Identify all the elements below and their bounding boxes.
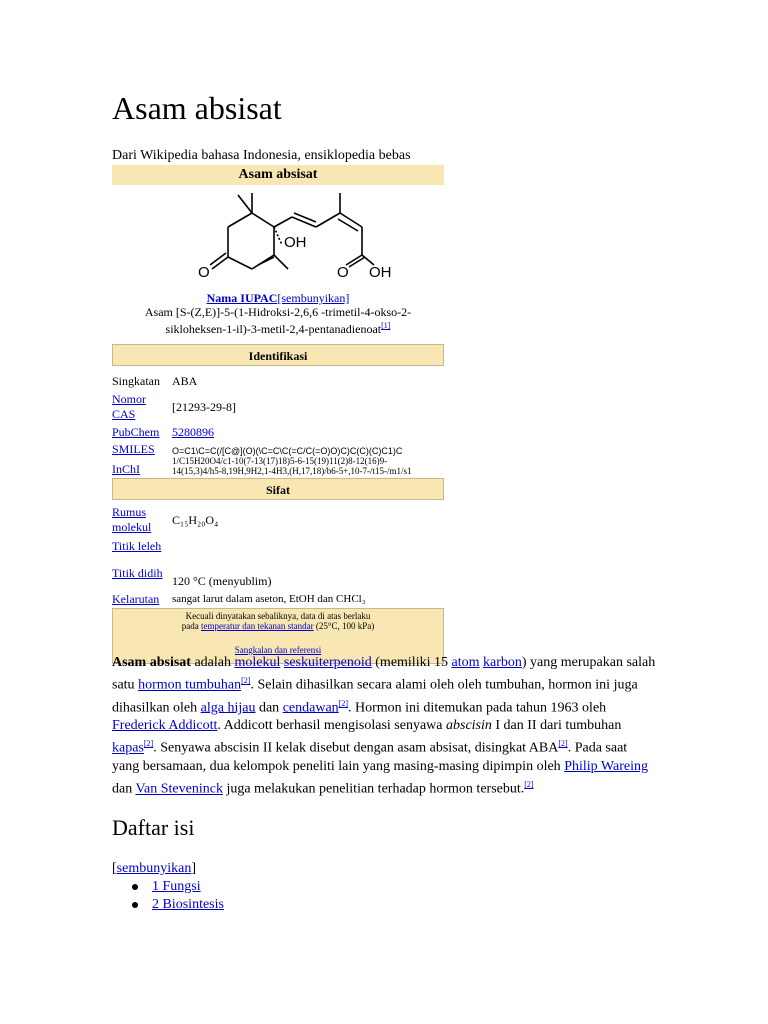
- iupac-label-link[interactable]: Nama IUPAC: [206, 291, 278, 305]
- cas-label-link[interactable]: CAS: [112, 407, 136, 421]
- link-frederick-addicott[interactable]: Frederick Addicott: [112, 718, 218, 734]
- link-kapas[interactable]: kapas: [112, 740, 144, 756]
- section-identifikasi: Identifikasi: [112, 344, 444, 366]
- smiles-value: O=C1\C=C(/[C@](O)(\C=C\C(=C/C(=O)O)C)C(C)(C)C1)C: [172, 446, 403, 456]
- iupac-block: [112, 291, 444, 336]
- iupac-name-line-2: sikloheksen-1-il)-3-metil-2,4-pentanadienoat: [165, 322, 382, 336]
- toc-item: [132, 896, 224, 914]
- footnote-text: (25°C, 100 kPa): [313, 621, 375, 631]
- paragraph-text: adalah: [190, 655, 235, 670]
- link-philip-wareing[interactable]: Philip Wareing: [564, 758, 648, 774]
- paragraph-text: . Pada saat yang bersamaan, dua kelompok peneliti lain yang masing-masing dipimpin oleh: [112, 740, 628, 774]
- ref-link[interactable]: [2]: [338, 698, 348, 708]
- page-subtitle: Dari Wikipedia bahasa Indonesia, ensiklopedia bebas: [112, 148, 411, 163]
- link-van-steveninck[interactable]: Van Steveninck: [135, 781, 223, 797]
- singkatan-value: ABA: [172, 374, 198, 388]
- rumus-label-link[interactable]: molekul: [112, 520, 152, 534]
- kelarutan-link[interactable]: Kelarutan: [112, 592, 160, 606]
- inchi-value-1: 1/C15H20O4/c1-10(7-13(17)18)5-6-15(19)11(2)8-12(16)9-: [172, 456, 388, 466]
- inchi-label-link[interactable]: InChI: [112, 462, 140, 476]
- link-alga-hijau[interactable]: alga hijau: [200, 700, 256, 716]
- titik-didih-link[interactable]: Titik didih: [112, 566, 163, 580]
- bold-term: Asam absisat: [112, 655, 191, 670]
- pubchem-value-link[interactable]: 5280896: [172, 425, 214, 439]
- italic-term: abscisin: [446, 718, 492, 734]
- table-of-contents: [112, 860, 224, 914]
- rumus-label-link[interactable]: Rumus: [112, 505, 147, 519]
- footnote-text: pada: [181, 621, 201, 631]
- toc-bracket: [: [112, 861, 117, 876]
- paragraph-text: dan: [255, 700, 283, 716]
- link-cendawan[interactable]: cendawan: [282, 700, 339, 716]
- paragraph-text: . Senyawa abscisin II kelak disebut dengan asam absisat, disingkat ABA: [153, 740, 559, 756]
- link-hormon-tumbuhan[interactable]: hormon tumbuhan: [138, 677, 242, 693]
- paragraph-text: juga melakukan penelitian terhadap hormon tersebut.: [222, 781, 525, 797]
- o-label: O: [198, 264, 210, 277]
- iupac-ref-link[interactable]: [1]: [381, 321, 391, 330]
- structure-image: [112, 185, 444, 275]
- bullet-icon: [132, 902, 138, 908]
- paragraph-text: ) yang merupakan salah satu: [112, 655, 656, 693]
- footnote-line-1: Kecuali dinyatakan sebaliknya, data di atas berlaku: [185, 611, 371, 621]
- disclaimer-link[interactable]: Sangkalan dan referensi: [234, 645, 322, 655]
- kelarutan-value: sangat larut dalam aseton, EtOH dan CHCl₃: [172, 593, 366, 605]
- paragraph-text: dan: [112, 781, 136, 797]
- infobox: [112, 165, 444, 666]
- titik-didih-value: 120 °C (menyublim): [172, 574, 272, 588]
- infobox-header: Asam absisat: [112, 165, 444, 185]
- ref-link[interactable]: [2]: [558, 739, 568, 749]
- ref-link[interactable]: [2]: [143, 739, 154, 749]
- link-molekul[interactable]: molekul: [234, 655, 281, 670]
- link-karbon[interactable]: karbon: [482, 655, 522, 670]
- oh-label: OH: [284, 234, 307, 251]
- paragraph-text: . Hormon ini ditemukan pada tahun 1963 oleh: [347, 700, 607, 716]
- section-sifat: Sifat: [112, 478, 444, 500]
- oh-label: OH: [369, 264, 392, 277]
- rumus-value: C₁₅H₂₀O₄: [172, 513, 219, 527]
- link-atom[interactable]: atom: [451, 655, 480, 670]
- singkatan-label: Singkatan: [112, 374, 160, 388]
- paragraph-text: I dan II dari tumbuhan: [491, 718, 622, 734]
- paragraph-text: . Addicott berhasil mengisolasi senyawa: [217, 718, 446, 734]
- toc-item-link[interactable]: 2 Biosintesis: [152, 897, 224, 912]
- ref-link[interactable]: [2]: [524, 779, 534, 789]
- standard-conditions-link[interactable]: temperatur dan tekanan standar: [200, 621, 314, 631]
- toc-bracket: ]: [191, 861, 196, 876]
- pubchem-label-link[interactable]: PubChem: [112, 425, 160, 439]
- inchi-value-2: 14(15,3)4/h5-8,19H,9H2,1-4H3,(H,17,18)/b6-5+,10-7-/t15-/m1/s1: [172, 466, 412, 476]
- bullet-icon: [132, 884, 138, 890]
- iupac-toggle-link[interactable]: [sembunyikan]: [277, 291, 350, 305]
- cas-label-link[interactable]: Nomor: [112, 392, 146, 406]
- paragraph-text: (memiliki 15: [371, 655, 452, 670]
- titik-leleh-link[interactable]: Titik leleh: [112, 539, 162, 553]
- link-seskuiterpenoid[interactable]: seskuiterpenoid: [283, 655, 372, 670]
- ref-link[interactable]: [2]: [241, 676, 251, 685]
- smiles-label-link[interactable]: SMILES: [112, 442, 155, 456]
- molecule-structure-icon: [112, 185, 444, 277]
- iupac-name-line-1: Asam [S-(Z,E)]-5-(1-Hidroksi-2,6,6 -trimetil-4-okso-2-: [144, 305, 412, 319]
- toc-item: [132, 878, 224, 896]
- intro-paragraph: [112, 654, 657, 799]
- toc-toggle-link[interactable]: sembunyikan: [116, 861, 192, 876]
- toc-heading: Daftar isi: [112, 815, 195, 840]
- page-title: Asam absisat: [112, 90, 282, 126]
- toc-item-link[interactable]: 1 Fungsi: [152, 879, 201, 894]
- o-label: O: [337, 264, 349, 277]
- paragraph-text: . Selain dihasilkan secara alami oleh oleh tumbuhan, hormon ini juga dihasilkan oleh: [112, 677, 638, 716]
- cas-value: [21293-29-8]: [172, 400, 236, 414]
